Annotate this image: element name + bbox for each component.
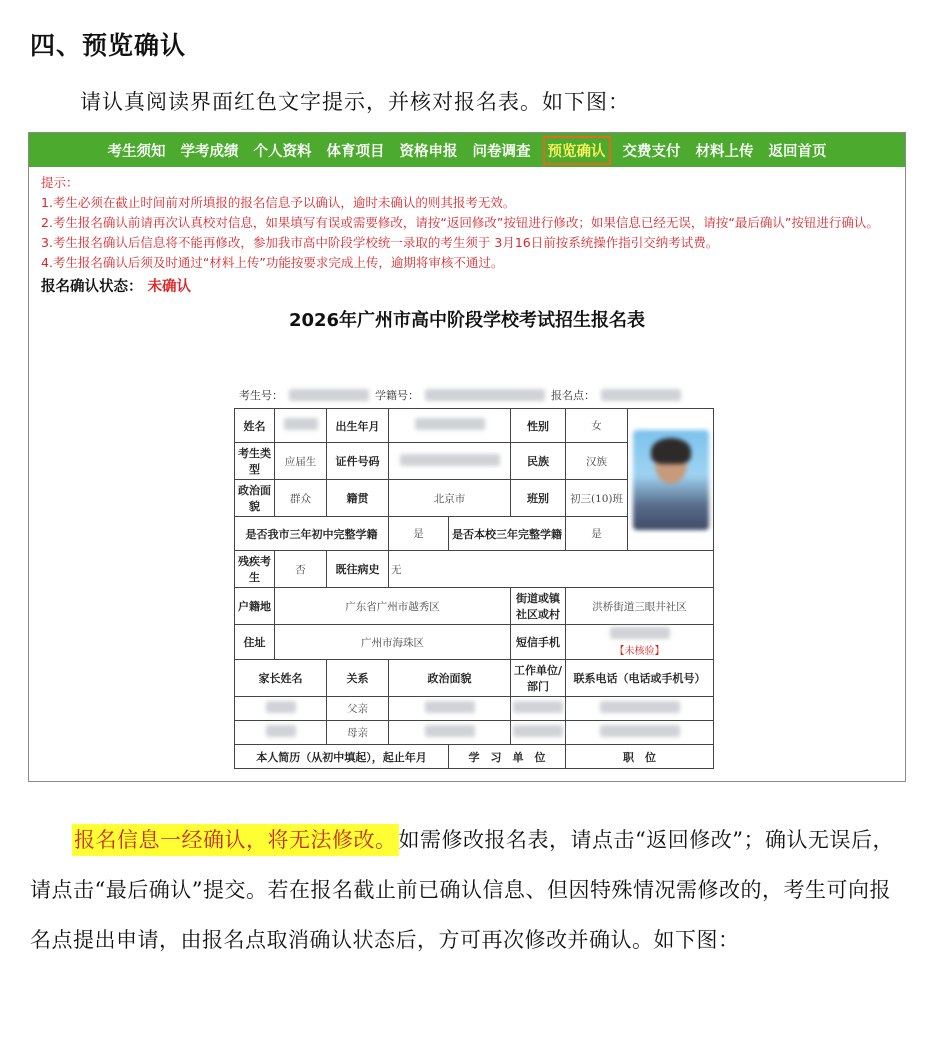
- label-full-gz: 是否我市三年初中完整学籍: [235, 517, 389, 551]
- nav-bar: [29, 133, 905, 167]
- paragraph-rest: 如需修改报名表，请点击“返回修改”；确认无误后，请点击“最后确认”提交。若在报名截止前已确认信息、但因特殊情况需修改的，考生可向报名点提出申请，由报名点取消确认状态后，方可再次修改并确认。如下图：: [30, 828, 894, 952]
- nav-item-upload[interactable]: 材料上传: [695, 143, 754, 160]
- tip-3: 3.考生报名确认后信息将不能再修改，参加我市高中阶段学校统一录取的考生须于 3月16日前按系统操作指引交纳考试费。: [41, 235, 719, 250]
- value-political: 群众: [275, 480, 327, 517]
- student-photo: [633, 430, 709, 530]
- status-label: 报名确认状态：: [41, 279, 143, 295]
- label-full-school: 是否本校三年完整学籍: [449, 517, 566, 551]
- label-hukou: 户籍地: [235, 588, 275, 625]
- value-gender: 女: [566, 409, 628, 443]
- label-address: 住址: [235, 625, 275, 660]
- label-type: 考生类型: [235, 443, 275, 480]
- redacted-exam-no: [289, 389, 369, 401]
- redacted-site: [601, 389, 681, 401]
- nav-item-survey[interactable]: 问卷调查: [472, 143, 531, 160]
- value-father: 父亲: [327, 697, 389, 721]
- value-full-school: 是: [566, 517, 628, 551]
- confirm-paragraph: [30, 815, 910, 965]
- highlight-warning: 报名信息一经确认，将无法修改。: [72, 824, 399, 856]
- id-row: [239, 387, 681, 403]
- value-street: 洪桥街道三眼井社区: [566, 588, 714, 625]
- label-native: 籍贯: [327, 480, 389, 517]
- label-birth: 出生年月: [327, 409, 389, 443]
- site-label: 报名点：: [551, 389, 595, 402]
- confirm-status: [29, 273, 905, 298]
- nav-item-notice[interactable]: 考生须知: [107, 143, 166, 160]
- label-disabled: 残疾考生: [235, 551, 275, 588]
- redacted-father-unit: [513, 701, 563, 713]
- label-street: 街道或镇社区或村: [511, 588, 566, 625]
- mobile-status: 【未核验】: [614, 646, 665, 657]
- nav-item-qualification[interactable]: 资格申报: [399, 143, 458, 160]
- label-relation: 关系: [327, 660, 389, 697]
- value-history: 无: [389, 551, 714, 588]
- label-parent-name: 家长姓名: [235, 660, 327, 697]
- redacted-mobile: [610, 627, 670, 639]
- label-contact: 联系电话（电话或手机号）: [566, 660, 714, 697]
- tip-2: 2.考生报名确认前请再次认真校对信息，如果填写有误或需要修改，请按“返回修改”按钮进行修改；如果信息已经无误，请按“最后确认”按钮进行确认。: [41, 215, 879, 230]
- label-id-no: 证件号码: [327, 443, 389, 480]
- redacted-id-no: [400, 454, 500, 466]
- value-hukou: 广东省广州市越秀区: [275, 588, 511, 625]
- value-disabled: 否: [275, 551, 327, 588]
- label-study-unit: 学 习 单 位: [449, 745, 566, 769]
- redacted-birth: [415, 418, 485, 430]
- intro-text: 请认真阅读界面红色文字提示，并核对报名表。如下图：: [80, 90, 630, 114]
- value-ethnic: 汉族: [566, 443, 628, 480]
- label-parent-political: 政治面貌: [389, 660, 511, 697]
- redacted-mother-name: [266, 725, 296, 737]
- value-type: 应届生: [275, 443, 327, 480]
- embedded-screenshot: [28, 132, 906, 782]
- section-heading: 四、预览确认: [30, 31, 187, 60]
- nav-item-preview-confirm[interactable]: 预览确认: [543, 136, 611, 165]
- exam-no-label: 考生号：: [239, 389, 283, 402]
- label-work-unit: 工作单位/部门: [511, 660, 566, 697]
- nav-item-home[interactable]: 返回首页: [768, 143, 827, 160]
- redacted-mother-phone: [600, 725, 680, 737]
- label-history: 既往病史: [327, 551, 389, 588]
- label-gender: 性别: [511, 409, 566, 443]
- tips-title: 提示：: [41, 175, 79, 190]
- value-mother: 母亲: [327, 721, 389, 745]
- nav-item-profile[interactable]: 个人资料: [253, 143, 312, 160]
- registration-form-table: [234, 408, 714, 769]
- nav-item-sports[interactable]: 体育项目: [326, 143, 385, 160]
- student-no-label: 学籍号：: [375, 389, 419, 402]
- label-ethnic: 民族: [511, 443, 566, 480]
- value-native: 北京市: [389, 480, 511, 517]
- label-name: 姓名: [235, 409, 275, 443]
- label-class: 班别: [511, 480, 566, 517]
- label-position: 职 位: [566, 745, 714, 769]
- label-political: 政治面貌: [235, 480, 275, 517]
- tip-4: 4.考生报名确认后须及时通过“材料上传”功能按要求完成上传，逾期将审核不通过。: [41, 255, 504, 270]
- status-value: 未确认: [147, 279, 192, 295]
- photo-cell: [628, 409, 714, 551]
- nav-item-scores[interactable]: 学考成绩: [180, 143, 239, 160]
- redacted-name: [284, 418, 318, 430]
- redacted-father-phone: [600, 701, 680, 713]
- value-full-gz: 是: [389, 517, 449, 551]
- value-class: 初三(10)班: [566, 480, 628, 517]
- form-title: 2026年广州市高中阶段学校考试招生报名表: [288, 310, 646, 331]
- tip-1: 1.考生必须在截止时间前对所填报的报名信息予以确认，逾时未确认的则其报考无效。: [41, 195, 516, 210]
- redacted-father-political: [425, 701, 475, 713]
- label-mobile: 短信手机: [511, 625, 566, 660]
- label-resume: 本人简历（从初中填起），起止年月: [235, 745, 449, 769]
- redacted-mother-political: [425, 725, 475, 737]
- redacted-mother-unit: [513, 725, 563, 737]
- nav-item-payment[interactable]: 交费支付: [622, 143, 681, 160]
- value-address: 广州市海珠区: [275, 625, 511, 660]
- redacted-student-no: [425, 389, 545, 401]
- tips-block: [29, 167, 905, 273]
- redacted-father-name: [266, 701, 296, 713]
